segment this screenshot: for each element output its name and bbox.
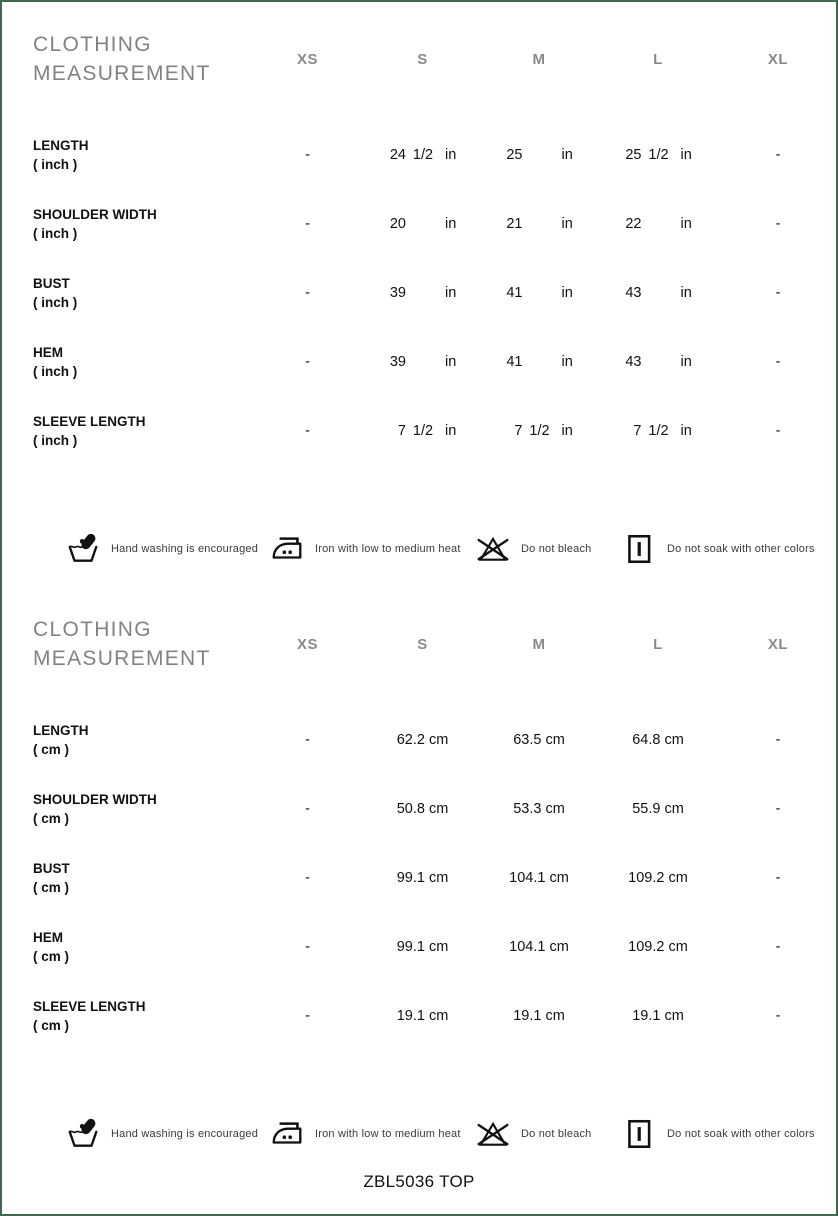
measurement-row — [2, 981, 836, 1050]
measurement-row — [2, 843, 836, 912]
do-not-soak-icon — [621, 1114, 657, 1154]
measurement-value: - — [775, 422, 781, 439]
measurement-value: - — [305, 146, 310, 163]
cm-chart — [2, 615, 836, 1050]
measurement-value: 50.8 cm — [396, 800, 449, 817]
care-item — [475, 1114, 621, 1154]
size-header-xs: XS — [296, 635, 318, 653]
measurement-value: 25 1/2 in — [625, 146, 692, 163]
measurement-label: BUST ( inch ) — [33, 275, 78, 310]
measurement-value: 64.8 cm — [632, 731, 684, 748]
measurement-value: 7 1/2 in — [397, 422, 457, 439]
care-instructions-strip — [2, 1110, 836, 1158]
measurement-value: 109.2 cm — [628, 938, 688, 955]
measurement-label: BUST ( cm ) — [33, 860, 70, 895]
measurement-value: - — [305, 422, 310, 439]
chart-title-line1: CLOTHING — [33, 33, 152, 56]
iron-icon — [269, 1114, 305, 1154]
care-label: Do not bleach — [521, 1128, 592, 1140]
measurement-value: 43 in — [625, 353, 692, 370]
do-not-bleach-icon — [475, 529, 511, 569]
measurement-value: - — [305, 938, 310, 955]
size-header-l: L — [653, 50, 663, 68]
measurement-value: 55.9 cm — [632, 800, 684, 817]
measurement-label: LENGTH ( cm ) — [33, 722, 89, 757]
chart-title-line1: CLOTHING — [33, 618, 152, 641]
measurement-value: 43 in — [625, 284, 692, 301]
chart-title — [33, 615, 250, 673]
measurement-value: 63.5 cm — [513, 731, 565, 748]
measurement-value: 20 in — [389, 215, 457, 232]
do-not-bleach-icon — [475, 1114, 511, 1154]
care-item — [621, 529, 836, 569]
measurement-value: 99.1 cm — [396, 869, 449, 886]
measurement-value: 22 in — [625, 215, 692, 232]
care-item — [621, 1114, 836, 1154]
chart-title-line2: MEASUREMENT — [33, 647, 211, 670]
do-not-soak-icon — [621, 529, 657, 569]
measurement-row — [2, 774, 836, 843]
measurement-label: SHOULDER WIDTH ( cm ) — [33, 791, 157, 826]
measurement-value: 53.3 cm — [513, 800, 565, 817]
chart-title — [33, 30, 250, 88]
size-header-l: L — [653, 635, 663, 653]
measurement-value: 24 1/2 in — [389, 146, 457, 163]
measurement-value: 41 in — [506, 284, 573, 301]
care-item — [65, 1114, 269, 1154]
measurement-value: 19.1 cm — [513, 1007, 565, 1024]
product-name: ZBL5036 TOP — [363, 1172, 475, 1191]
measurement-label: SHOULDER WIDTH ( inch ) — [33, 206, 157, 241]
cm-measurement-rows — [2, 705, 836, 1050]
handwash-icon — [65, 529, 101, 569]
measurement-value: - — [305, 731, 310, 748]
size-header-m: M — [532, 635, 546, 653]
measurement-value: - — [775, 731, 781, 748]
size-header-xl: XL — [767, 635, 789, 653]
chart-title-line2: MEASUREMENT — [33, 62, 211, 85]
size-header-s: S — [417, 635, 428, 653]
care-label: Do not bleach — [521, 543, 592, 555]
care-label: Iron with low to medium heat — [315, 1128, 461, 1140]
care-label: Iron with low to medium heat — [315, 543, 461, 555]
measurement-value: - — [305, 1007, 310, 1024]
measurement-label: HEM ( inch ) — [33, 344, 78, 379]
care-item — [269, 529, 475, 569]
measurement-row — [2, 912, 836, 981]
size-header-s: S — [417, 50, 428, 68]
size-header-xl: XL — [767, 50, 789, 68]
chart-header — [2, 615, 836, 673]
measurement-label: LENGTH ( inch ) — [33, 137, 89, 172]
measurement-value: 25 in — [506, 146, 573, 163]
measurement-label: SLEEVE LENGTH ( inch ) — [33, 413, 146, 448]
measurement-value: - — [305, 800, 310, 817]
measurement-value: 104.1 cm — [509, 938, 569, 955]
size-header-m: M — [532, 50, 546, 68]
care-item — [475, 529, 621, 569]
measurement-value: 41 in — [506, 353, 573, 370]
handwash-icon — [65, 1114, 101, 1154]
measurement-value: 7 1/2 in — [633, 422, 692, 439]
measurement-value: - — [305, 215, 310, 232]
measurement-value: 39 in — [389, 284, 457, 301]
measurement-label: HEM ( cm ) — [33, 929, 70, 964]
measurement-value: 7 1/2 in — [514, 422, 573, 439]
care-label: Hand washing is encouraged — [111, 1128, 259, 1140]
measurement-value: 39 in — [389, 353, 457, 370]
measurement-value: - — [305, 869, 310, 886]
measurement-value: - — [775, 353, 781, 370]
measurement-value: 19.1 cm — [396, 1007, 449, 1024]
inch-measurement-rows — [2, 120, 836, 465]
measurement-value: - — [305, 284, 310, 301]
measurement-label: SLEEVE LENGTH ( cm ) — [33, 998, 146, 1033]
measurement-row — [2, 327, 836, 396]
measurement-row — [2, 120, 836, 189]
measurement-row — [2, 258, 836, 327]
care-item — [65, 529, 269, 569]
measurement-row — [2, 396, 836, 465]
size-header-xs: XS — [296, 50, 318, 68]
measurement-value: - — [775, 284, 781, 301]
measurement-value: 109.2 cm — [628, 869, 688, 886]
care-instructions-strip — [2, 525, 836, 573]
measurement-value: - — [775, 938, 781, 955]
chart-header — [2, 30, 836, 88]
care-label: Do not soak with other colors — [667, 543, 815, 555]
measurement-value: 21 in — [506, 215, 573, 232]
iron-icon — [269, 529, 305, 569]
care-label: Hand washing is encouraged — [111, 543, 259, 555]
measurement-value: - — [775, 800, 781, 817]
care-label: Do not soak with other colors — [667, 1128, 815, 1140]
measurement-value: - — [775, 146, 781, 163]
inch-chart — [2, 30, 836, 465]
measurement-value: 99.1 cm — [396, 938, 449, 955]
measurement-value: - — [775, 869, 781, 886]
measurement-row — [2, 705, 836, 774]
measurement-value: - — [775, 215, 781, 232]
measurement-value: - — [775, 1007, 781, 1024]
measurement-value: 62.2 cm — [396, 731, 449, 748]
care-item — [269, 1114, 475, 1154]
measurement-value: - — [305, 353, 310, 370]
measurement-value: 104.1 cm — [509, 869, 569, 886]
measurement-value: 19.1 cm — [632, 1007, 684, 1024]
measurement-row — [2, 189, 836, 258]
